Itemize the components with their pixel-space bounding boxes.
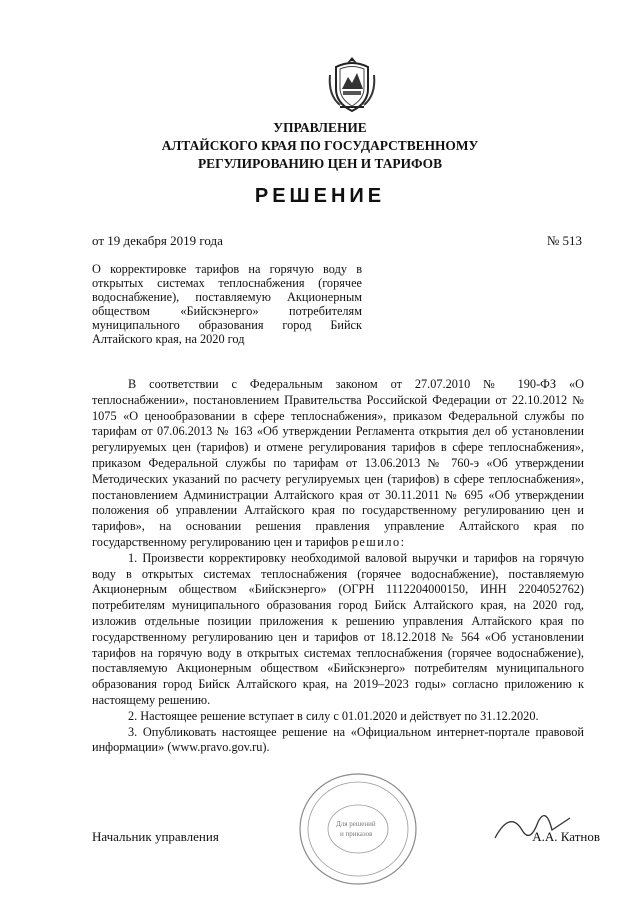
decides-word: решило: xyxy=(351,534,406,549)
item-3-paragraph: 3. Опубликовать настоящее решение на «Официальном интернет-портале правовой информации» (www.pravo.gov.ru). xyxy=(92,724,584,755)
preamble-text: В соответствии с Федеральным законом от 27.07.2010 № 190-ФЗ «О теплоснабжении», постановлением Правительства Российской Федерации от 22.10.2012 № 1075 «О ценообразовании в сфере теплоснабжения», приказом Федеральной службы по тарифам от 07.06.2013 № 163 «Об утверждении Регламента открытия дел об установлении регулируемых цен (тарифов) и отмене регулирования тарифов в сфере теплоснабжения», приказом Федеральной службы по тарифам от 13.06.2013 № 760-э «Об утверждении Методических указаний по расчету регулируемых цен (тарифов) в сфере теплоснабжения», постановлением Администрации Алтайского края от 30.11.2011 № 695 «Об утверждении положения об управлении Алтайского края по государственному регулированию цен и тарифов», на основании решения правления управление Алтайского края по государственному регулированию цен и тарифов xyxy=(92,377,584,549)
issuer-header xyxy=(0,119,640,173)
preamble-paragraph xyxy=(92,377,584,551)
signer-position: Начальник управления xyxy=(92,829,219,844)
document-subject: О корректировке тарифов на горячую воду в открытых системах теплоснабжения (горячее водоснабжение), поставляемую Акционерным обществом «Бийскэнерго» потребителям муниципального образования город Бийск Алтайского края, на 2020 год xyxy=(92,262,362,346)
official-stamp xyxy=(296,770,420,888)
svg-text:Для решений: Для решений xyxy=(336,820,376,828)
header-line-1: УПРАВЛЕНИЕ xyxy=(273,120,367,135)
document-number: № 513 xyxy=(546,233,582,248)
document-date: от 19 декабря 2019 года xyxy=(92,233,223,248)
item-1-paragraph: 1. Произвести корректировку необходимой валовой выручки и тарифов на горячую воду в открытых системах теплоснабжения (горячее водоснабжение), поставляемую Акционерным обществом «Бийскэнерго» (ОГРН 1112204000150, ИНН 2204052762) потребителям муниципального образования город Бийск Алтайского края, на 2020 год, изложив отдельные позиции приложения к решению управления Алтайского края по государственному регулированию цен и тарифов от 18.12.2018 № 564 «Об установлении тарифов на горячую воду в открытых системах теплоснабжения (горячее водоснабжение), поставляемую Акционерным обществом «Бийскэнерго» потребителям муниципального образования город Бийск Алтайского края, на 2019–2023 годы» согласно приложению к настоящему решению. xyxy=(92,550,584,707)
svg-text:и приказов: и приказов xyxy=(340,830,373,838)
document-body xyxy=(92,377,584,756)
header-line-2: АЛТАЙСКОГО КРАЯ ПО ГОСУДАРСТВЕННОМУ xyxy=(161,138,479,153)
signer-name: А.А. Катнов xyxy=(532,829,600,844)
header-line-3: РЕГУЛИРОВАНИЮ ЦЕН И ТАРИФОВ xyxy=(197,156,443,171)
document-title: РЕШЕНИЕ xyxy=(254,185,386,207)
coat-of-arms-icon xyxy=(326,55,378,113)
item-2-paragraph: 2. Настоящее решение вступает в силу с 01.01.2020 и действует по 31.12.2020. xyxy=(128,708,539,723)
